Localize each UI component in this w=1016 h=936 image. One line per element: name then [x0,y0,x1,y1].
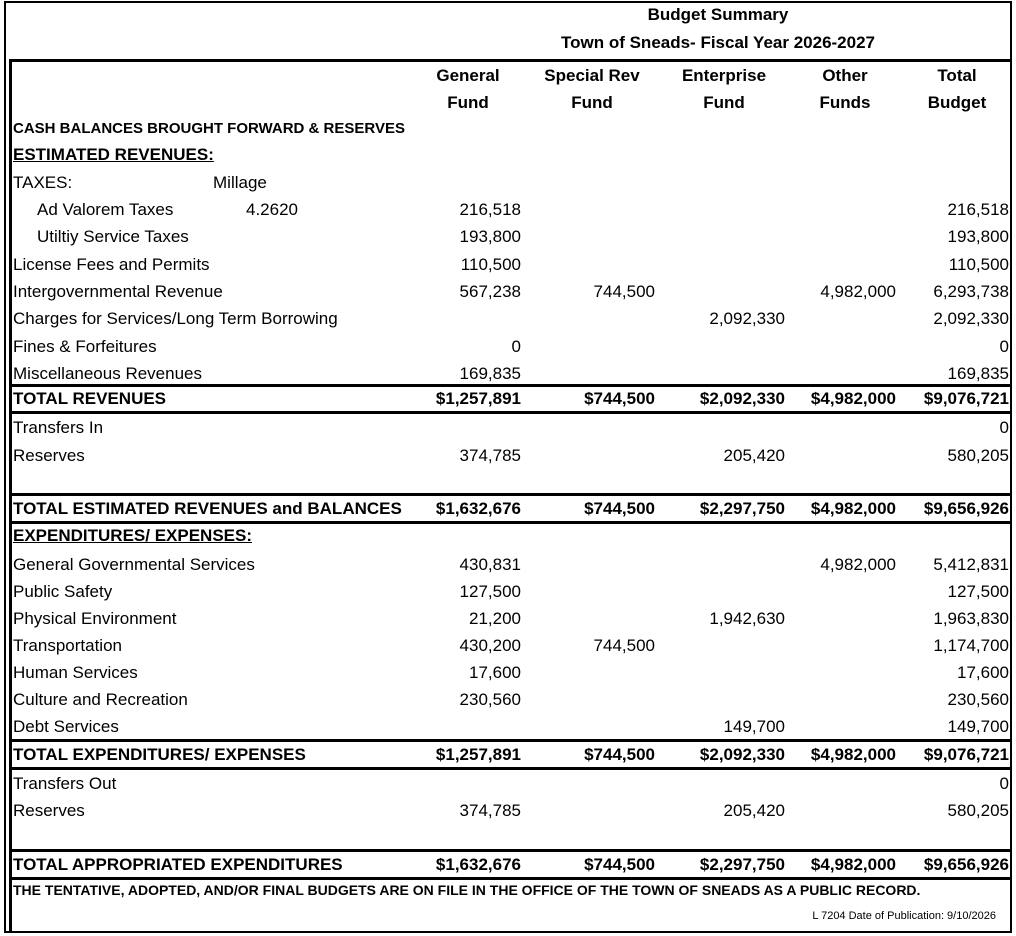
cell-total: $9,656,926 [923,855,1009,874]
cell-total: 580,205 [947,446,1009,465]
cell-general: 430,200 [459,636,521,655]
row-label: Public Safety [13,582,113,601]
transfers-in-row [13,414,1009,441]
expenditure-row [13,605,1009,632]
cell-special: 744,500 [593,281,655,301]
col-header-other: Other Funds [819,66,871,112]
revenue-row [13,305,1009,332]
row-label: Utiltiy Service Taxes [37,227,189,247]
revenue-row [13,196,1009,223]
row-label: Debt Services [13,717,119,736]
cell-general: 216,518 [459,200,521,219]
cell-general: 127,500 [459,582,521,601]
revenue-row [13,278,1009,305]
row-label: TOTAL EXPENDITURES/ EXPENSES [13,745,306,764]
cell-total: 6,293,738 [933,281,1009,301]
cell-special: 744,500 [593,636,655,655]
cell-total: 127,500 [947,582,1009,601]
cell-other: $4,982,000 [810,745,896,764]
row-label: TOTAL REVENUES [13,389,167,408]
section-estimated-revenues: ESTIMATED REVENUES: [13,145,214,164]
row-label: Fines & Forfeitures [13,336,157,356]
cell-general: $1,257,891 [435,745,521,764]
cell-total: 1,174,700 [933,636,1009,655]
cell-general: 193,800 [459,227,521,247]
col-header-general: General Fund [436,66,500,112]
row-label: Transfers In [13,418,104,437]
cell-special: $744,500 [584,389,655,408]
cell-special: $744,500 [584,855,655,874]
reserves-in-row [13,442,1009,469]
expenditure-row [13,659,1009,686]
cell-total: 580,205 [947,801,1009,820]
cell-total: 0 [999,418,1009,437]
cell-other: 4,982,000 [820,281,896,301]
cell-other: $4,982,000 [810,389,896,408]
col-header-total: Total Budget [927,66,987,112]
cell-total: 0 [999,774,1009,793]
reserves-out-row [13,797,1009,824]
row-label: Human Services [13,663,138,682]
section-cash-balances: CASH BALANCES BROUGHT FORWARD & RESERVES [13,120,405,137]
cell-total: 2,092,330 [933,309,1009,329]
cell-general: 374,785 [459,446,521,465]
row-label: Transfers Out [13,774,117,793]
public-record-notice: THE TENTATIVE, ADOPTED, AND/OR FINAL BUDGETS ARE ON FILE IN THE OFFICE OF THE TOWN OF SNEADS AS A PUBLIC RECORD. [13,882,921,898]
revenue-row [13,223,1009,250]
cell-total: 5,412,831 [933,555,1009,574]
row-label: Miscellaneous Revenues [13,363,202,383]
cell-general: 230,560 [459,690,521,709]
row-label: Reserves [13,446,85,465]
row-label: TOTAL ESTIMATED REVENUES and BALANCES [13,499,402,518]
cell-total: 216,518 [947,200,1009,219]
cell-enterprise: 1,942,630 [709,609,785,628]
expenditure-row [13,713,1009,740]
cell-general: $1,257,891 [435,389,521,408]
page-title: Budget Summary [647,5,789,24]
cell-special: $744,500 [584,499,655,518]
cell-other: $4,982,000 [810,855,896,874]
divider [9,877,1010,880]
cell-general: 374,785 [459,801,521,820]
revenue-row [13,333,1009,360]
expenditure-row [13,686,1009,713]
page-subtitle: Town of Sneads- Fiscal Year 2026-2027 [560,33,876,52]
millage-header: Millage [213,173,267,192]
cell-general: $1,632,676 [435,499,521,518]
cell-total: $9,076,721 [923,745,1009,764]
col-header-enterprise: Enterprise Fund [681,66,767,112]
cell-enterprise: 205,420 [723,446,785,465]
cell-total: 0 [999,336,1009,356]
total-expenditures-row [13,741,1009,768]
row-label: License Fees and Permits [13,254,210,274]
cell-enterprise: 2,092,330 [709,309,785,329]
total-appropriated-row [13,851,1009,878]
cell-general: 110,500 [460,254,521,274]
row-label: General Governmental Services [13,555,255,574]
cell-enterprise: 205,420 [723,801,785,820]
cell-total: 169,835 [947,363,1009,383]
cell-general: 567,238 [459,281,521,301]
taxes-label: TAXES: [13,173,73,192]
row-label: Charges for Services/Long Term Borrowing [13,309,338,329]
section-expenditures: EXPENDITURES/ EXPENSES: [13,526,253,545]
row-label: TOTAL APPROPRIATED EXPENDITURES [13,855,343,874]
row-label: Transportation [13,636,122,655]
total-estimated-revenues-row [13,495,1009,522]
cell-enterprise: $2,092,330 [699,389,785,408]
cell-total: 193,800 [947,227,1009,247]
millage-value: 4.2620 [246,200,298,219]
total-revenues-row [13,385,1009,412]
row-label: Ad Valorem Taxes [37,200,174,219]
cell-enterprise: 149,700 [723,717,785,736]
cell-general: $1,632,676 [435,855,521,874]
row-label: Culture and Recreation [13,690,188,709]
cell-other: $4,982,000 [810,499,896,518]
cell-total: 110,500 [948,254,1009,274]
row-label: Physical Environment [13,609,177,628]
taxes-row [13,169,1009,196]
cell-total: 17,600 [957,663,1009,682]
cell-enterprise: $2,092,330 [699,745,785,764]
col-header-special: Special Rev Fund [544,66,640,112]
cell-other: 4,982,000 [820,555,896,574]
cell-total: $9,076,721 [923,389,1009,408]
cell-general: 17,600 [469,663,521,682]
cell-general: 0 [511,336,521,356]
row-label: Reserves [13,801,85,820]
expenditure-row [13,551,1009,578]
divider [9,521,1010,524]
cell-total: $9,656,926 [923,499,1009,518]
cell-general: 169,835 [459,363,521,383]
cell-general: 430,831 [459,555,521,574]
transfers-out-row [13,770,1009,797]
cell-enterprise: $2,297,750 [699,499,785,518]
cell-total: 230,560 [947,690,1009,709]
cell-total: 149,700 [947,717,1009,736]
expenditure-row [13,578,1009,605]
row-label: Intergovernmental Revenue [13,281,223,301]
revenue-row [13,360,1009,387]
cell-special: $744,500 [584,745,655,764]
expenditure-row [13,632,1009,659]
revenue-row [13,251,1009,278]
cell-enterprise: $2,297,750 [699,855,785,874]
cell-general: 21,200 [469,609,521,628]
cell-total: 1,963,830 [933,609,1009,628]
publication-note: L 7204 Date of Publication: 9/10/2026 [812,910,996,922]
